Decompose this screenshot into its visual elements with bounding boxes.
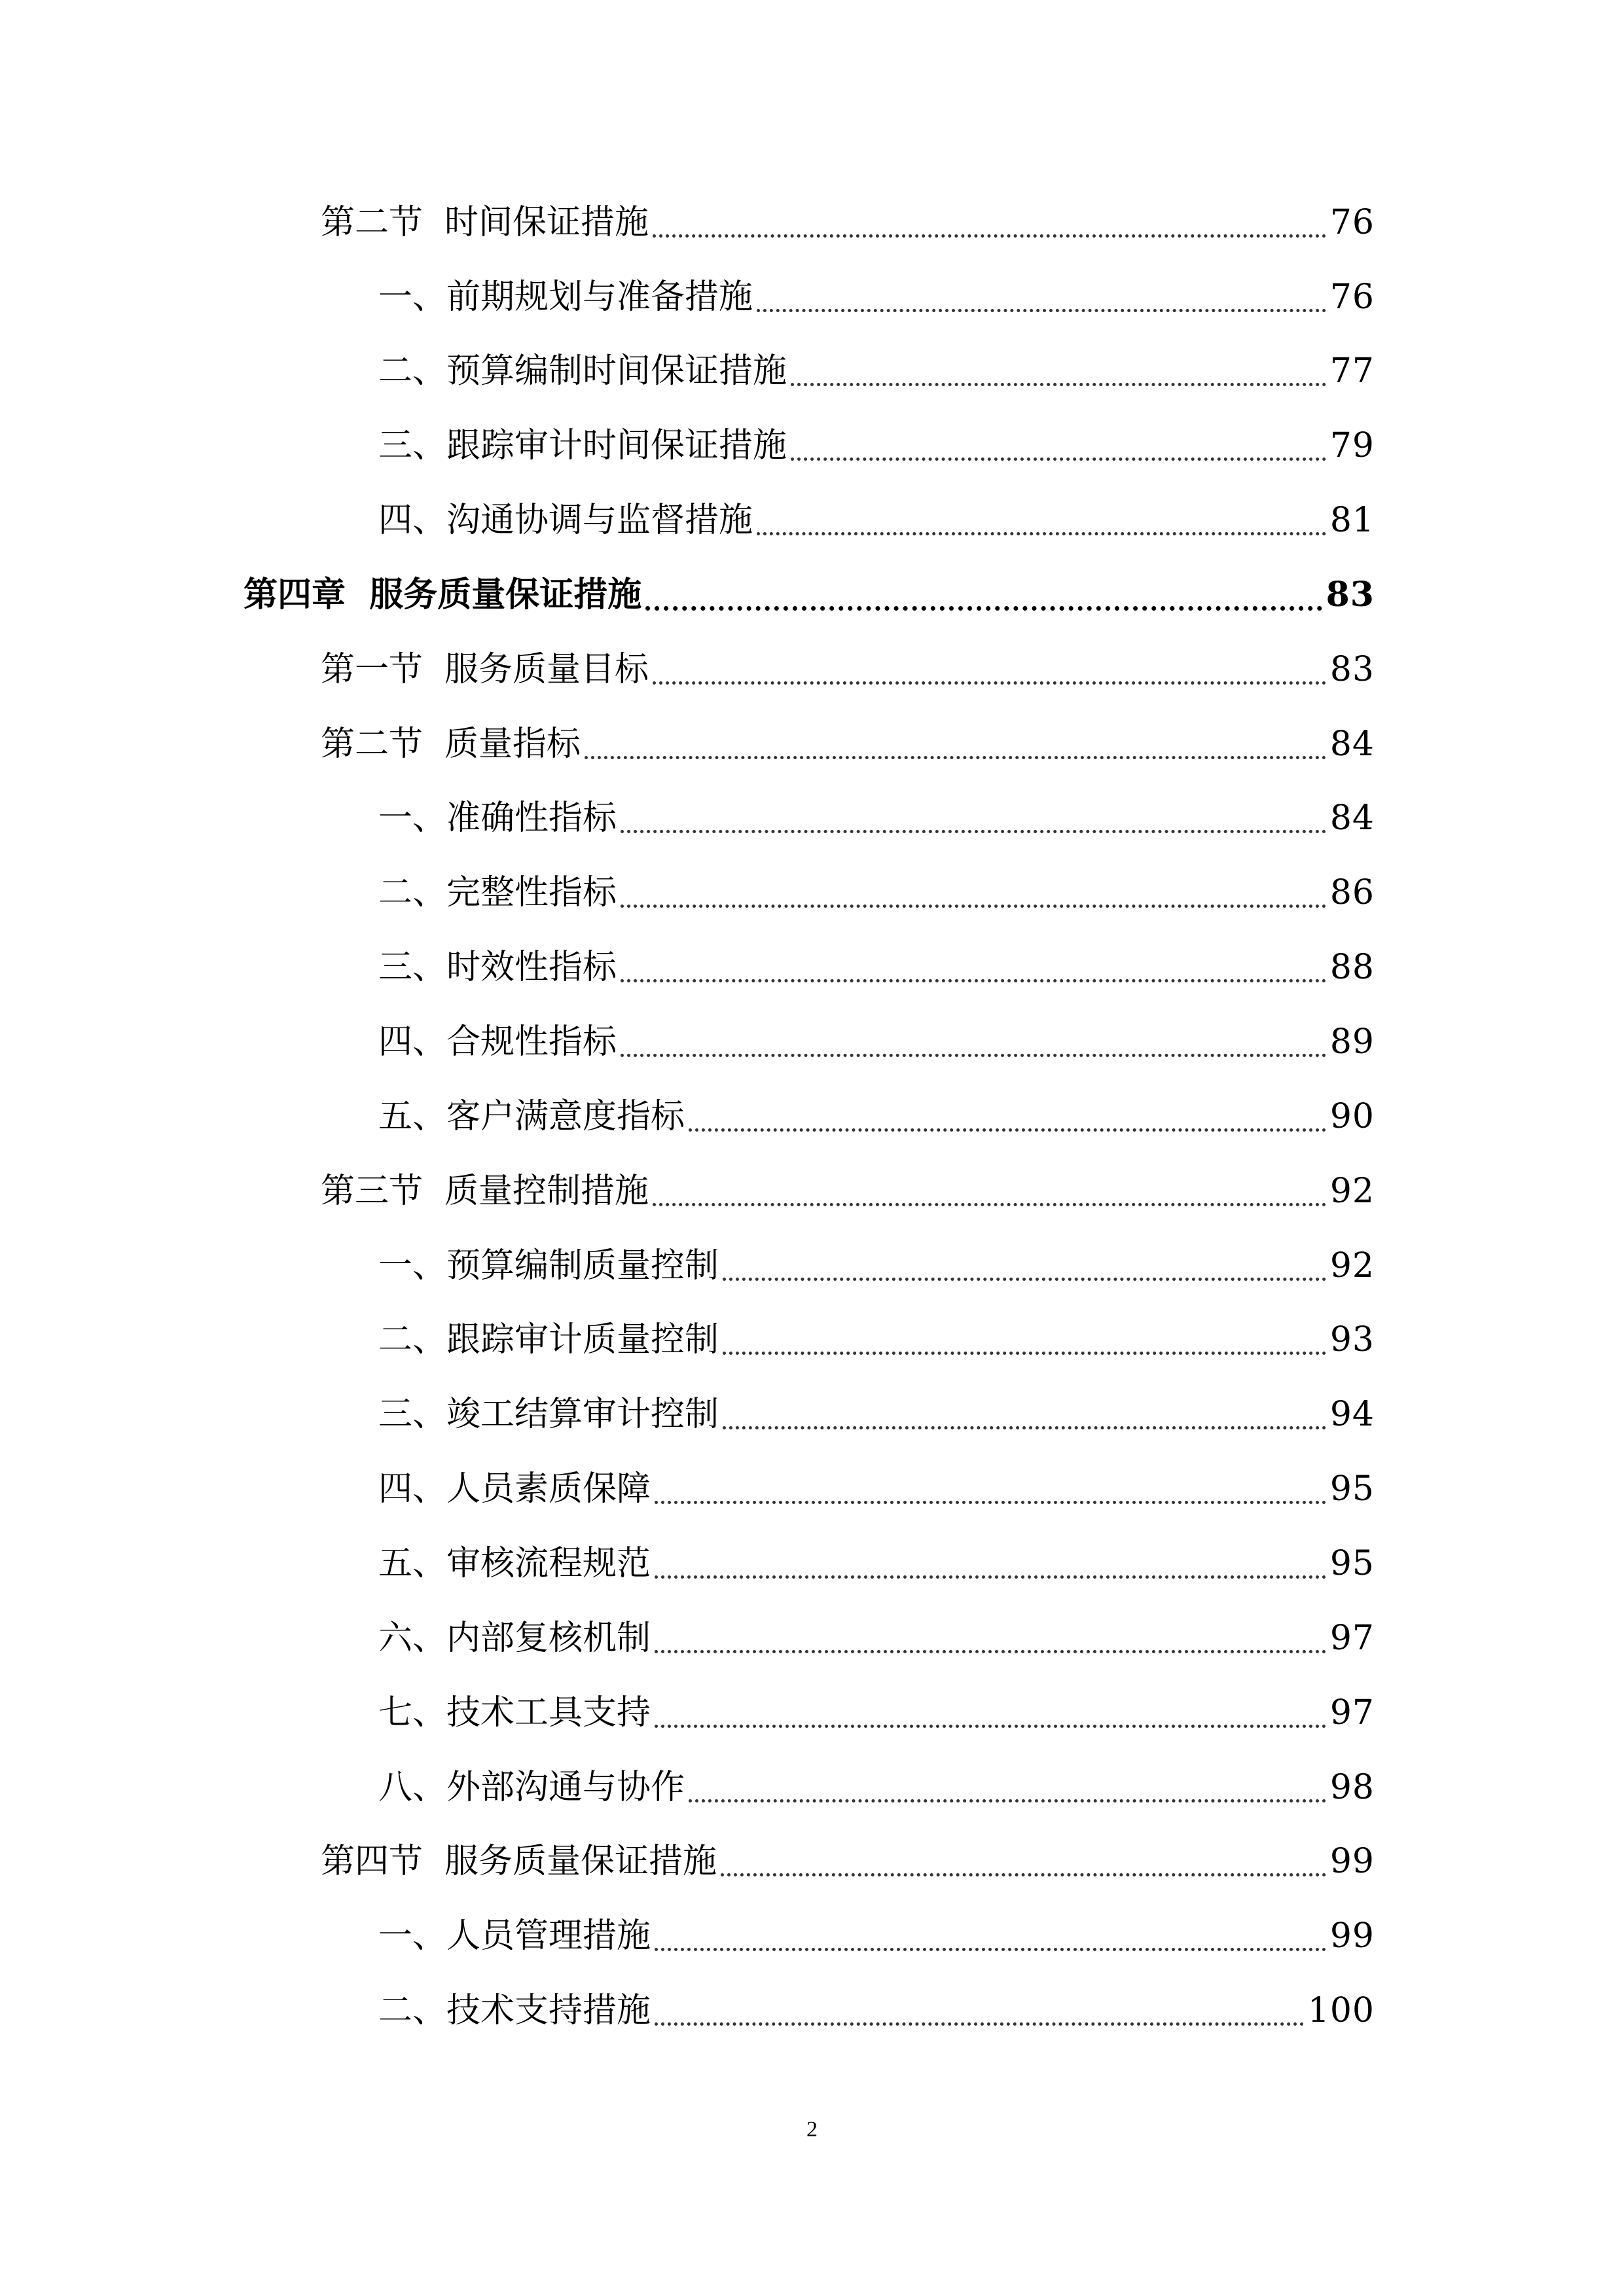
toc-entry-page: 76	[1329, 278, 1375, 317]
dot-leader	[655, 1725, 1326, 1728]
toc-entry-label: 一、前期规划与准备措施	[378, 278, 753, 317]
dot-leader	[791, 383, 1326, 386]
dot-leader	[723, 1352, 1326, 1355]
page-number: 2	[806, 2117, 818, 2142]
dot-leader	[653, 234, 1326, 238]
toc-entry-page: 95	[1329, 1544, 1375, 1583]
toc-entry-label: 三、跟踪审计时间保证措施	[378, 426, 787, 465]
dot-leader	[689, 1799, 1326, 1803]
dot-leader	[655, 1575, 1326, 1579]
toc-entry[interactable]	[0, 1825, 1624, 1897]
toc-entry[interactable]	[0, 1230, 1624, 1302]
toc-entry[interactable]	[0, 931, 1624, 1003]
toc-entry-page: 99	[1329, 1842, 1375, 1881]
toc-entry-page: 94	[1329, 1395, 1375, 1434]
toc-entry[interactable]	[0, 1975, 1624, 2047]
toc-entry-label: 一、人员管理措施	[378, 1916, 651, 1956]
dot-leader	[689, 1128, 1326, 1132]
toc-entry-page: 76	[1329, 203, 1375, 242]
toc-entry-label: 四、沟通协调与监督措施	[378, 501, 753, 540]
toc-entry-label: 三、时效性指标	[378, 948, 617, 987]
dot-leader	[655, 1650, 1326, 1653]
toc-entry[interactable]	[0, 634, 1624, 706]
toc-entry-page: 100	[1307, 1991, 1375, 2030]
toc-entry-label: 五、审核流程规范	[378, 1544, 651, 1583]
toc-entry-page: 84	[1329, 798, 1375, 838]
toc-entry[interactable]	[0, 1453, 1624, 1525]
dot-leader	[655, 1948, 1326, 1951]
toc-entry-label: 第四章 服务质量保证措施	[244, 575, 642, 615]
toc-entry-page: 89	[1329, 1022, 1375, 1062]
dot-leader	[757, 532, 1326, 535]
toc-entry-page: 98	[1329, 1768, 1375, 1807]
toc-entry[interactable]	[0, 1900, 1624, 1972]
dot-leader	[721, 1873, 1326, 1876]
toc-entry[interactable]	[0, 1304, 1624, 1376]
dot-leader	[757, 309, 1326, 312]
dot-leader	[655, 2022, 1304, 2026]
toc-entry[interactable]	[0, 1751, 1624, 1823]
toc-entry-label: 第四节 服务质量保证措施	[321, 1842, 717, 1881]
toc-entry-label: 第二节 时间保证措施	[321, 203, 649, 242]
toc-entry-page: 90	[1329, 1097, 1375, 1136]
toc-entry[interactable]	[0, 1081, 1624, 1153]
toc-entry-page: 99	[1329, 1916, 1375, 1956]
toc-entry-label: 第二节 质量指标	[321, 725, 581, 764]
toc-entry-label: 四、人员素质保障	[378, 1469, 651, 1509]
toc-entry[interactable]	[0, 187, 1624, 259]
toc-entry[interactable]	[0, 708, 1624, 780]
dot-leader	[655, 1501, 1326, 1504]
toc-entry-label: 第一节 服务质量目标	[321, 650, 649, 689]
dot-leader	[621, 979, 1326, 982]
toc-entry[interactable]	[0, 1677, 1624, 1749]
dot-leader	[653, 1203, 1326, 1206]
dot-leader	[723, 1426, 1326, 1429]
toc-entry[interactable]	[0, 410, 1624, 482]
toc-entry-page: 97	[1329, 1693, 1375, 1732]
toc-entry-page: 77	[1329, 351, 1375, 391]
toc-entry-page: 86	[1329, 873, 1375, 912]
dot-leader	[653, 681, 1326, 685]
toc-entry[interactable]	[0, 1378, 1624, 1450]
toc-entry[interactable]	[0, 782, 1624, 854]
toc-entry-page: 92	[1329, 1172, 1375, 1211]
toc-entry[interactable]	[0, 1602, 1624, 1674]
toc-entry[interactable]	[0, 1528, 1624, 1600]
toc-entry-label: 四、合规性指标	[378, 1022, 617, 1062]
toc-entry-label: 二、技术支持措施	[378, 1991, 651, 2030]
toc-entry-label: 六、内部复核机制	[378, 1619, 651, 1658]
toc-entry[interactable]	[0, 857, 1624, 929]
toc-entry[interactable]	[0, 1006, 1624, 1078]
toc-entry-page: 88	[1329, 948, 1375, 987]
toc-entry-label: 一、准确性指标	[378, 798, 617, 838]
toc-entry-page: 84	[1329, 725, 1375, 764]
toc-entry-page: 95	[1329, 1469, 1375, 1509]
dot-leader	[791, 457, 1326, 461]
toc-entry[interactable]	[0, 1155, 1624, 1227]
toc-entry-label: 七、技术工具支持	[378, 1693, 651, 1732]
toc-entry-label: 三、竣工结算审计控制	[378, 1395, 719, 1434]
dot-leader	[723, 1278, 1326, 1281]
dot-leader	[621, 905, 1326, 908]
toc-chapter-entry[interactable]	[0, 559, 1624, 631]
toc-entry-label: 八、外部沟通与协作	[378, 1768, 685, 1807]
dot-leader	[621, 830, 1326, 833]
toc-entry-page: 79	[1329, 426, 1375, 465]
toc-entry[interactable]	[0, 261, 1624, 333]
toc-entry-page: 83	[1326, 575, 1375, 615]
toc-entry-page: 81	[1329, 501, 1375, 540]
toc-entry-page: 83	[1329, 650, 1375, 689]
dot-leader	[585, 756, 1326, 759]
toc-entry-label: 五、客户满意度指标	[378, 1097, 685, 1136]
toc-entry[interactable]	[0, 484, 1624, 556]
toc-entry-page: 93	[1329, 1320, 1375, 1359]
toc-entry-label: 二、预算编制时间保证措施	[378, 351, 787, 391]
dot-leader	[645, 606, 1322, 611]
dot-leader	[621, 1054, 1326, 1057]
toc-entry-label: 第三节 质量控制措施	[321, 1172, 649, 1211]
toc-entry[interactable]	[0, 335, 1624, 407]
toc-entry-page: 97	[1329, 1619, 1375, 1658]
toc-entry-label: 二、跟踪审计质量控制	[378, 1320, 719, 1359]
toc-entry-page: 92	[1329, 1246, 1375, 1285]
toc-entry-label: 一、预算编制质量控制	[378, 1246, 719, 1285]
toc-entry-label: 二、完整性指标	[378, 873, 617, 912]
